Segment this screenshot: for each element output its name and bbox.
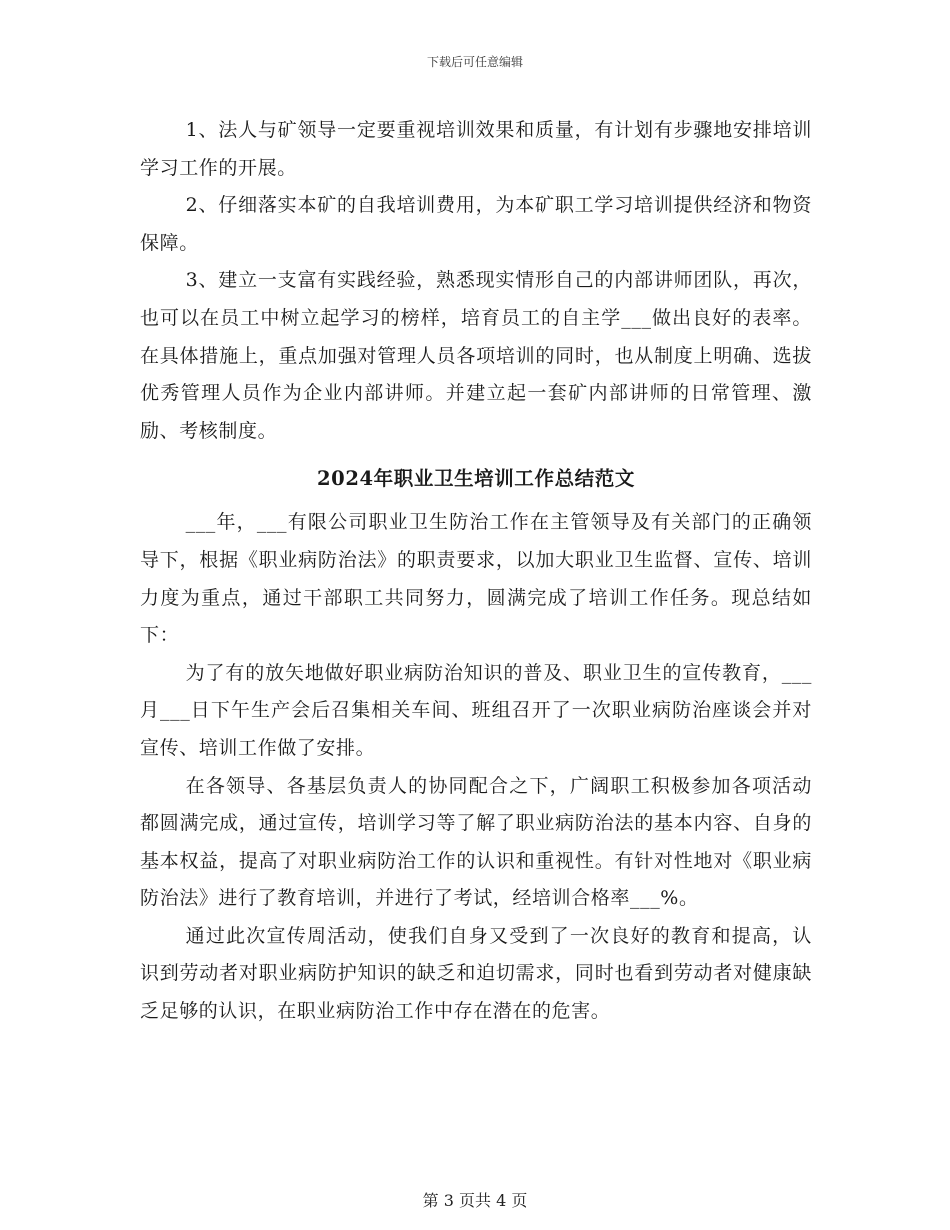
page-footer: 第 3 页共 4 页 xyxy=(422,1191,528,1210)
paragraph-5: 为了有的放矢地做好职业病防治知识的普及、职业卫生的宣传教育，___月___日下午生产会后召集相关车间、班组召开了一次职业病防治座谈会并对宣传、培训工作做了安排。 xyxy=(140,661,812,759)
document-body xyxy=(140,112,812,1031)
paragraph-6: 在各领导、各基层负责人的协同配合之下，广阔职工积极参加各项活动都圆满完成，通过宣传，培训学习等了解了职业病防治法的基本内容、自身的基本权益，提高了对职业病防治工作的认识和重视性。有针对性地对《职业病防治法》进行了教育培训，并进行了考试，经培训合格率___%。 xyxy=(140,774,812,910)
paragraph-2: 2、仔细落实本矿的自我培训费用，为本矿职工学习培训提供经济和物资保障。 xyxy=(140,194,812,254)
section-title: 2024年职业卫生培训工作总结范文 xyxy=(317,467,635,491)
paragraph-4: ___年，___有限公司职业卫生防治工作在主管领导及有关部门的正确领导下，根据《职业病防治法》的职责要求，以加大职业卫生监督、宣传、培训力度为重点，通过干部职工共同努力，圆满完成了培训工作任务。现总结如下： xyxy=(140,511,812,647)
paragraph-1: 1、法人与矿领导一定要重视培训效果和质量，有计划有步骤地安排培训学习工作的开展。 xyxy=(140,119,812,179)
paragraph-3: 3、建立一支富有实践经验，熟悉现实情形自己的内部讲师团队，再次，也可以在员工中树立起学习的榜样，培育员工的自主学___做出良好的表率。在具体措施上，重点加强对管理人员各项培训的同时，也从制度上明确、选拔优秀管理人员作为企业内部讲师。并建立起一套矿内部讲师的日常管理、激励、考核制度。 xyxy=(140,269,812,442)
page-header: 下载后可任意编辑 xyxy=(426,55,523,69)
paragraph-7: 通过此次宣传周活动，使我们自身又受到了一次良好的教育和提高，认识到劳动者对职业病防护知识的缺乏和迫切需求，同时也看到劳动者对健康缺乏足够的认识，在职业病防治工作中存在潜在的危害。 xyxy=(140,924,812,1023)
